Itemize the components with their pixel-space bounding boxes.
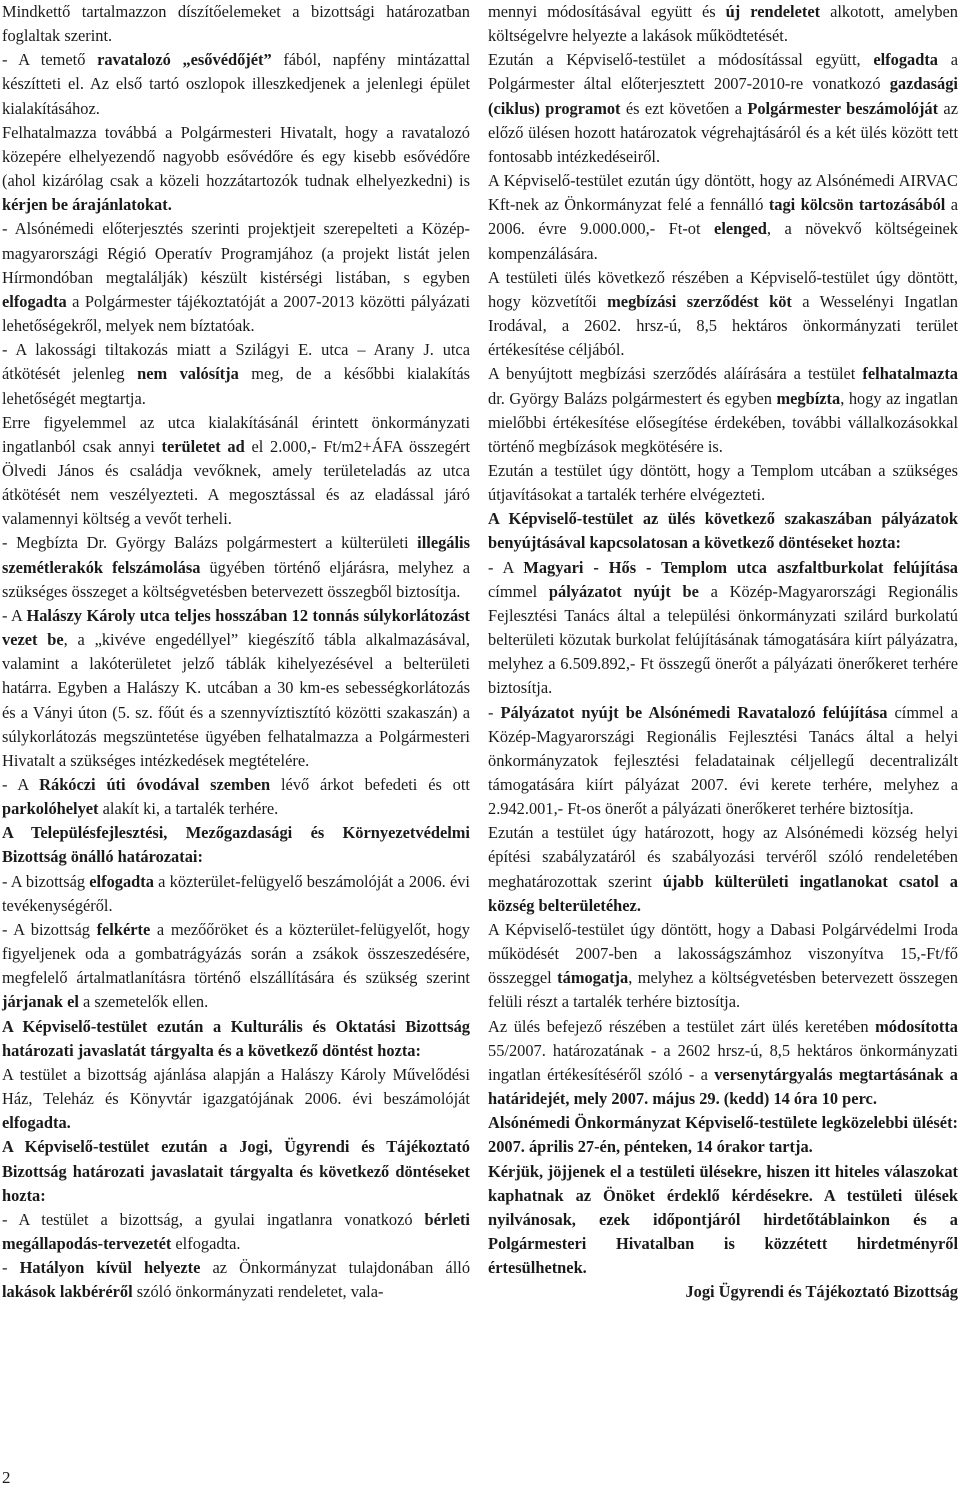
text-run: meg, de a későbbi kialakítás lehetőségét megtartja.: [2, 364, 470, 408]
text-run: címmel a Közép-Magyarországi Regionális Fejlesztési Tanács által a helyi önkormányzatok fejlesztési feladatainak céljellegű decentralizált támogatására kiírt pályázat 2007. évi kerete terhére, melyhez a 2.942.001,- Ft-os önerőt a pályázati önerőkeret terhére biztosítja.: [488, 702, 958, 819]
bold-text: Magyari - Hős - Templom utca aszfaltburkolat felújítása: [523, 557, 958, 577]
paragraph: [2, 918, 470, 1015]
bold-text: A Településfejlesztési, Mezőgazdasági és Környezetvédelmi Bizottság önálló határozatai:: [2, 823, 470, 867]
bold-text: pályázatot nyújt be: [548, 581, 699, 601]
text-run: az Önkormányzat tulajdonában álló: [200, 1258, 471, 1278]
text-run: - Megbízta Dr. György Balázs polgármestert a külterületi: [2, 533, 418, 553]
text-run: a Közép-Magyarországi Regionális Fejlesztési Tanács által a települési önkormányzati szilárd burkolatú belterületi közutak burkolat felújításának támogatására kiírt pályázatra, melyhez a 6.509.892,- Ft összegű önerőt a pályázati önerőkeret terhére biztosítja.: [488, 581, 958, 698]
paragraph: [488, 459, 958, 507]
bold-text: A Képviselő-testület ezután a Jogi, Ügyrendi és Tájékoztató Bizottság határozati javaslatait tárgyalta és következő döntéseket hozta:: [2, 1137, 470, 1205]
text-run: A testület a bizottság ajánlása alapján a Halászy Károly Művelődési Ház, Teleház és Könyvtár igazgatójának 2006. évi beszámolóját: [2, 1064, 470, 1109]
paragraph: [2, 0, 470, 48]
bold-text: A Képviselő-testület az ülés következő szakaszában pályázatok benyújtásával kapcsolatosan a következő döntéseket hozta:: [488, 509, 958, 553]
bold-text: tagi kölcsön tartozásából: [768, 195, 946, 215]
bold-text: újabb külterületi ingatlanokat csatol a község belterületéhez.: [488, 871, 958, 915]
bold-text: A Képviselő-testület ezután a Kulturális és Oktatási Bizottság határozati javaslatát tárgyalta és a következő döntést hozta:: [2, 1016, 470, 1060]
text-run: , a „kivéve engedéllyel” kiegészítő tábla alkalmazásával, valamint a lakóterületet jelző táblák kihelyezésével a belterületi határra. Egyben a Halászy K. utcában a 30 km-es sebességkorlátozás és a Ványi úton (5. sz. főút és a szennyvíztisztító közötti szakaszán) a súlykorlátozás megszüntetése ügyében felhatalmazza a Polgármesteri Hivatalt a szükséges intézkedések megtételére.: [2, 630, 471, 770]
text-run: a Wesselényi Ingatlan Irodával, a 2602. hrsz-ú, 8,5 hektáros önkormányzati terület értékesítése céljából.: [488, 291, 958, 360]
bold-text: megbízta: [776, 388, 841, 408]
text-run: -: [488, 702, 501, 722]
bold-text: illegális szemétlerakók felszámolása: [2, 533, 470, 577]
text-run: Mindkettő tartalmazzon díszítőelemeket a bizottsági határozatban foglaltak szerint.: [2, 2, 470, 46]
bold-text: parkolóhelyet: [2, 799, 99, 819]
paragraph: [488, 1111, 958, 1159]
text-run: Ezután a testület úgy határozott, hogy az Alsónémedi község helyi építési szabályzatáról és szabályozási tervéről szóló rendeletében meghatározottak szerint: [488, 823, 958, 891]
text-run: a mezőőröket és a közterület-felügyelőt, hogy figyeljenek oda a gombatrágyázás során a zsákok összeszedésére, megfelelő ártalmatlanításra történő elszállítására és szükség szerint: [2, 919, 470, 988]
bold-text: bérleti megállapodás-tervezetét: [2, 1209, 470, 1253]
bold-text: Alsónémedi Önkormányzat Képviselő-testülete legközelebbi ülését: 2007. április 27-én, pénteken, 14 órakor tartja.: [488, 1113, 958, 1157]
bold-text: járjanak el: [2, 992, 79, 1012]
paragraph: [2, 821, 470, 869]
text-run: ügyében történő eljárásra, melyhez a szükséges összeget a költségvetésben betervezett összegből biztosítja.: [2, 557, 470, 601]
text-run: a Polgármester által előterjesztett 2007-2010-re vonatkozó: [488, 50, 958, 94]
text-run: A benyújtott megbízási szerződés aláírására a testület: [488, 364, 863, 384]
bold-text: támogatja: [557, 968, 629, 988]
signature: Jogi Ügyrendi és Tájékoztató Bizottság: [685, 1282, 958, 1302]
text-run: - Alsónémedi előterjesztés szerinti projektjeit szerepelteti a Közép-magyarországi Régió Operatív Programjához (a projekt listát jelen Hírmondóban megtalálják) készült kistérségi listában, s egyben: [2, 219, 470, 287]
bold-text: felhatalmazta: [862, 364, 958, 384]
paragraph: [488, 362, 958, 459]
text-run: címmel: [488, 581, 549, 601]
bold-text: területet ad: [161, 436, 245, 456]
bold-text: megbízási szerződést köt: [607, 291, 792, 311]
text-run: - A bizottság: [2, 871, 90, 891]
paragraph: [488, 918, 958, 1015]
text-run: - A: [2, 775, 40, 794]
paragraph: [2, 1208, 470, 1256]
text-run: alkotott, amelyben költségelvre helyezte a lakások működtetését.: [488, 2, 959, 46]
text-run: , melyhez a költségvetésben betervezett összegen felüli részt a tartalék terhére biztosítja.: [488, 968, 959, 1012]
paragraph: [488, 556, 958, 701]
text-run: a közterület-felügyelő beszámolóját a 2006. évi tevékenységéről.: [2, 871, 470, 915]
text-run: , a növekvő költségeinek kompenzálására.: [488, 219, 958, 263]
text-run: A Képviselő-testület ezután úgy döntött, hogy az Alsónémedi AIRVAC Kft-nek az Önkormányzat felé a fennálló: [488, 171, 958, 215]
bold-text: elfogadta: [873, 50, 938, 70]
paragraph: [488, 821, 958, 918]
paragraph: [2, 1256, 470, 1304]
text-run: - A bizottság: [2, 919, 97, 939]
bold-text: módosította: [875, 1016, 958, 1036]
text-run: A Képviselő-testület úgy döntött, hogy a Dabasi Polgárvédelmi Iroda működését 2007-ben a lakosságszámhoz viszonyítva 15,-Ft/fő összeggel: [488, 919, 958, 988]
paragraph: [488, 48, 958, 169]
paragraph: [2, 773, 470, 821]
bold-text: elenged: [714, 219, 767, 239]
paragraph: [2, 531, 470, 603]
text-run: fából, napfény mintázattal készítteti el. Az első tartó oszlopok illeszkedjenek a jelenlegi épület kialakításához.: [2, 50, 471, 118]
bold-text: kérjen be árajánlatokat.: [2, 195, 172, 215]
paragraph: [2, 1063, 470, 1135]
text-run: az előző ülésen hozott határozatok végrehajtásáról és a két ülés között tett fontosabb intézkedéseiről.: [488, 98, 958, 166]
text-run: 55/2007. határozatának - a 2602 hrsz-ú, 8,5 hektáros önkormányzati ingatlan értékesítéséről szóló - a: [488, 1040, 958, 1084]
bold-text: elfogadta.: [2, 1113, 71, 1133]
bold-text: Polgármester beszámolóját: [747, 98, 939, 118]
text-run: dr. György Balázs polgármestert és egyben: [488, 388, 777, 408]
bold-text: gazdasági (ciklus) programot: [488, 74, 958, 118]
paragraph: [488, 507, 958, 555]
text-run: a Polgármester tájékoztatóját a 2007-2013 közötti pályázati lehetőségekről, melyek nem bíztatóak.: [2, 291, 470, 336]
paragraph: [2, 1015, 470, 1063]
text-run: a 2006. évre 9.000.000,- Ft-ot: [488, 195, 959, 239]
text-run: Ezután a testület úgy döntött, hogy a Templom utcában a szükséges útjavításokat a tartalék terhére elvégezteti.: [488, 460, 958, 505]
paragraph: [2, 217, 470, 338]
text-run: - A: [2, 605, 27, 625]
text-run: , hogy az ingatlan mielőbbi értékesítése elősegítése érdekében, további vállalkozásokkal történő megbízások megkötésére is.: [488, 388, 958, 456]
text-run: - A testület a bizottság, a gyulai ingatlanra vonatkozó: [2, 1209, 425, 1229]
text-run: Felhatalmazza továbbá a Polgármesteri Hivatalt, hogy a ravatalozó közepére elhelyezendő nagyobb esővédőre és egy kisebb esővédőre (ahol kizárólag csak a közeli hozzátartozók tudnak elhelyezkedni) is: [2, 122, 470, 191]
text-run: Ezután a Képviselő-testület a módosítással együtt,: [488, 50, 874, 70]
text-run: szóló önkormányzati rendeletet, vala-: [132, 1282, 384, 1302]
paragraph: [488, 701, 958, 822]
paragraph: [488, 1160, 958, 1281]
bold-text: versenytárgyalás megtartásának a határidejét, mely 2007. május 29. (kedd) 14 óra 10 perc.: [488, 1064, 958, 1109]
text-run: el 2.000,- Ft/m2+ÁFA összegért Ölvedi János és családja vevőknek, amely területeladás az utca átkötését nem veszélyezteti. A megosztással és az eladással járó valamennyi költség a vevőt terheli.: [2, 436, 471, 529]
bold-text: Kérjük, jöjjenek el a testületi ülésekre, hiszen itt hiteles válaszokat kaphatnak az Önöket érdeklő kérdésekre. A testületi ülések nyilvánosak, ezek időpontjáról hirdetőtáblainkon és a Polgármesteri Hivatalban is közzétett hirdetményről értesülhetnek.: [488, 1161, 958, 1278]
bold-text: ravatalozó „esővédőjét”: [97, 50, 272, 70]
text-run: - A lakossági tiltakozás miatt a Szilágyi E. utca – Arany J. utca átkötését jelenleg: [2, 340, 470, 384]
paragraph: [2, 1135, 470, 1207]
bold-text: lakások lakbéréről: [2, 1282, 133, 1302]
paragraph: [488, 266, 958, 363]
bold-text: elfogadta: [89, 871, 154, 891]
text-run: - A temető: [2, 50, 98, 70]
text-run: alakít ki, a tartalék terhére.: [98, 799, 279, 819]
left-column: [2, 0, 470, 1304]
paragraph: [488, 1015, 958, 1112]
text-run: - A: [488, 557, 524, 577]
paragraph: [2, 604, 470, 773]
bold-text: Halászy Károly utca teljes hosszában 12 tonnás súlykorlátozást vezet be: [2, 605, 471, 650]
bold-text: Rákóczi úti óvodával szemben: [39, 775, 271, 794]
bold-text: elfogadta: [2, 291, 67, 311]
text-run: és ezt követően a: [620, 98, 748, 118]
paragraph: [2, 411, 470, 532]
text-run: Erre figyelemmel az utca kialakításánál érintett önkormányzati ingatlanból csak annyi: [2, 412, 470, 456]
text-run: a szemetelők ellen.: [78, 992, 209, 1012]
text-run: mennyi módosításával együtt és: [488, 2, 726, 21]
text-run: lévő árkot befedeti és ott: [270, 775, 470, 794]
paragraph: [2, 870, 470, 918]
paragraph: [2, 48, 470, 120]
page-number: 2: [2, 1468, 11, 1487]
paragraph: [2, 338, 470, 410]
right-column: [488, 0, 958, 1304]
text-run: -: [2, 1258, 20, 1278]
text-run: elfogadta.: [171, 1233, 241, 1253]
bold-text: új rendeletet: [725, 2, 821, 21]
bold-text: felkérte: [96, 919, 151, 939]
bold-text: nem valósítja: [137, 364, 239, 384]
bold-text: Hatályon kívül helyezte: [19, 1258, 201, 1278]
paragraph: [2, 121, 470, 218]
paragraph: [488, 169, 958, 266]
bold-text: Pályázatot nyújt be Alsónémedi Ravatalozó felújítása: [500, 702, 888, 722]
paragraph: [488, 0, 958, 48]
text-run: Az ülés befejező részében a testület zárt ülés keretében: [488, 1016, 876, 1036]
text-run: A testületi ülés következő részében a Képviselő-testület úgy döntött, hogy közvetítői: [488, 267, 958, 311]
